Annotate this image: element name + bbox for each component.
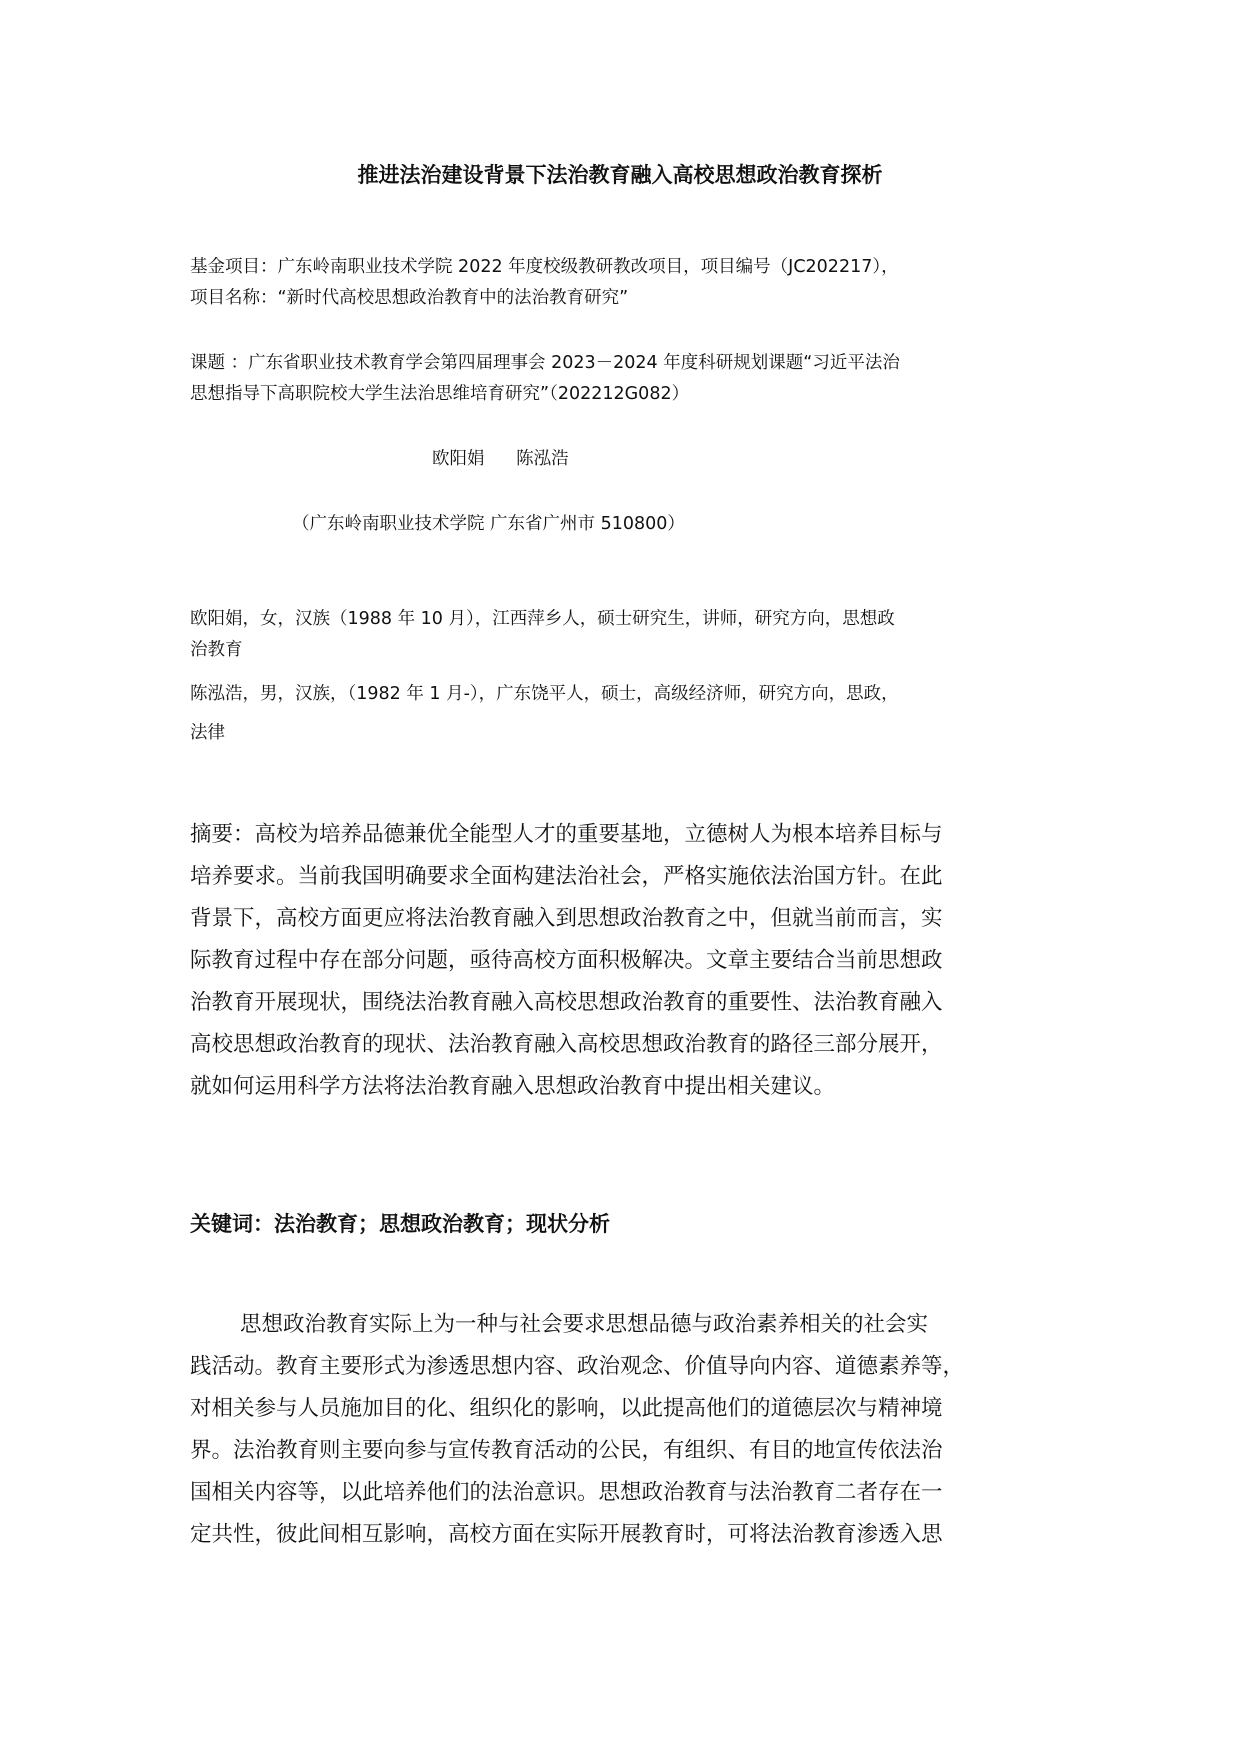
topic-line: 思想指导下高职院校大学生法治思维培育研究”（202212G082） [190,384,690,404]
fund-info [190,252,1060,314]
body-line: 定共性，彼此间相互影响，高校方面在实际开展教育时，可将法治教育渗透入思 [190,1522,943,1547]
author-list [432,444,569,474]
abstract [190,814,1060,1108]
bio-line: 欧阳娟，女，汉族（1988 年 10 月），江西萍乡人，硕士研究生，讲师，研究方向，思想政 [190,609,895,629]
body-line: 界。法治教育则主要向参与宣传教育活动的公民，有组织、有目的地宣传依法治 [190,1438,943,1463]
author-name: 陈泓浩 [516,449,569,469]
fund-line: 项目名称：“新时代高校思想政治教育中的法治教育研究” [190,288,629,308]
bio-line: 陈泓浩，男，汉族，（1982 年 1 月-），广东饶平人，硕士，高级经济师，研究方向，思政， [190,684,899,704]
body-line: 对相关参与人员施加目的化、组织化的影响，以此提高他们的道德层次与精神境 [190,1396,943,1421]
author-name: 欧阳娟 [432,449,485,469]
affiliation: （广东岭南职业技术学院 广东省广州市 510800） [292,514,685,534]
keywords: 关键词：法治教育；思想政治教育；现状分析 [190,1212,610,1236]
body-line: 思想政治教育实际上为一种与社会要求思想品德与政治素养相关的社会实 [240,1312,929,1337]
topic-info [190,348,1060,410]
bio-line: 治教育 [190,640,243,660]
body-line: 践活动。教育主要形式为渗透思想内容、政治观念、价值导向内容、道德素养等， [190,1354,965,1379]
paper-title: 推进法治建设背景下法治教育融入高校思想政治教育探析 [357,163,883,187]
abstract-line: 培养要求。当前我国明确要求全面构建法治社会，严格实施依法治国方针。在此 [190,864,943,889]
intro-paragraph [190,1304,1060,1556]
abstract-line: 背景下，高校方面更应将法治教育融入到思想政治教育之中，但就当前而言，实 [190,906,943,931]
abstract-line: 际教育过程中存在部分问题，亟待高校方面积极解决。文章主要结合当前思想政 [190,948,943,973]
body-line: 国相关内容等，以此培养他们的法治意识。思想政治教育与法治教育二者存在一 [190,1480,943,1505]
abstract-line: 治教育开展现状，围绕法治教育融入高校思想政治教育的重要性、法治教育融入 [190,990,943,1015]
topic-line: 课题 ：广东省职业技术教育学会第四届理事会 2023－2024 年度科研规划课题“习近平法治 [190,353,900,373]
abstract-line: 高校思想政治教育的现状、法治教育融入高校思想政治教育的路径三部分展开， [190,1032,943,1057]
fund-line: 基金项目：广东岭南职业技术学院 2022 年度校级教研教改项目，项目编号（JC202217）， [190,257,899,277]
bio-line: 法律 [190,723,225,743]
abstract-line: 摘要：高校为培养品德兼优全能型人才的重要基地，立德树人为根本培养目标与 [190,822,943,847]
author-bio [190,604,1060,666]
author-bio [190,675,1060,753]
abstract-line: 就如何运用科学方法将法治教育融入思想政治教育中提出相关建议。 [190,1074,836,1099]
